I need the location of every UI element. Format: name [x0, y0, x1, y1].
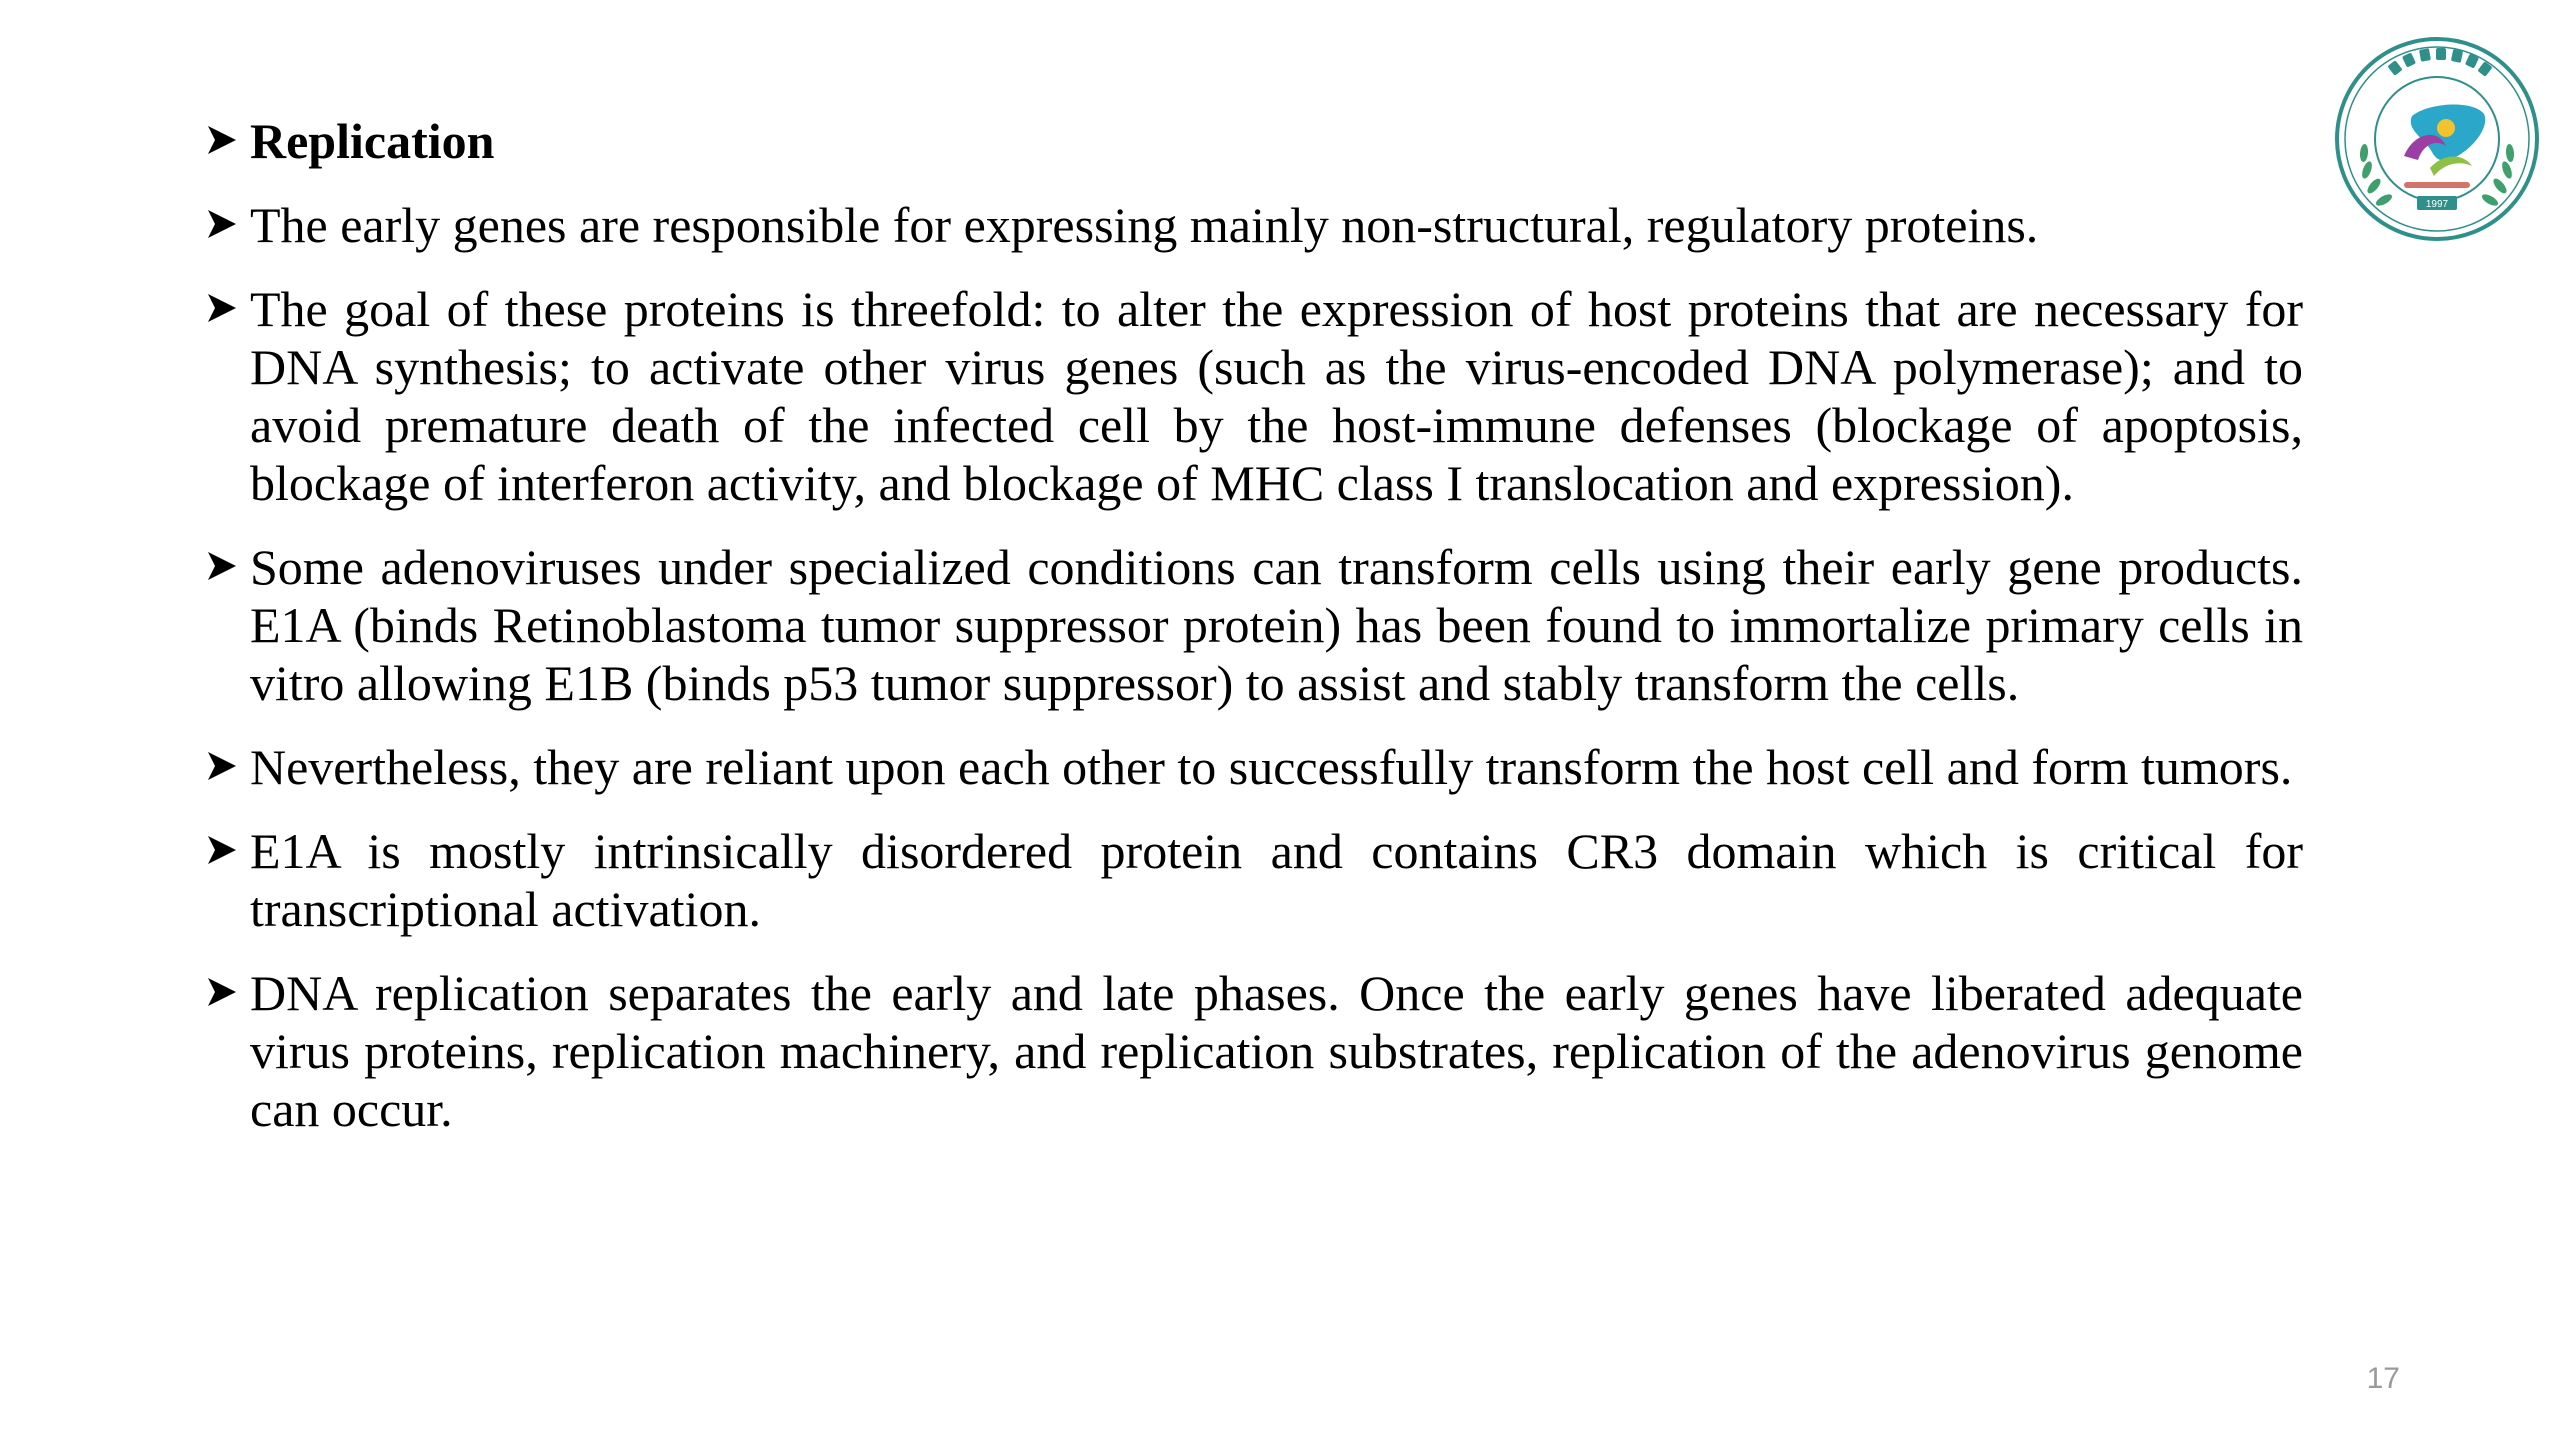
bullet-text: DNA replication separates the early and late phases. Once the early genes have liberated adequate virus proteins, replication machinery, and replication substrates, replication of the adenovirus genome can occur. [250, 965, 2303, 1137]
arrow-bullet-icon [205, 833, 239, 867]
arrow-bullet-icon [205, 291, 239, 325]
bullet-text: Nevertheless, they are reliant upon each other to successfully transform the host cell and form tumors. [250, 739, 2293, 795]
bullet-text: The early genes are responsible for expressing mainly non-structural, regulatory proteins. [250, 197, 2039, 253]
hospital-seal-icon [2334, 36, 2540, 242]
arrow-bullet-icon [205, 207, 239, 241]
bullet-text: Some adenoviruses under specialized conditions can transform cells using their early gene products. E1A (binds Retinoblastoma tumor suppressor protein) has been found to immortalize primary cells in vitro allowing E1B (binds p53 tumor suppressor) to assist and stably transform the cells. [250, 539, 2303, 711]
bullet-text: E1A is mostly intrinsically disordered protein and contains CR3 domain which is critical for transcriptional activation. [250, 823, 2303, 937]
bullet-item [205, 280, 2303, 512]
bullet-item [205, 196, 2303, 254]
arrow-bullet-icon [205, 975, 239, 1009]
arrow-bullet-icon [205, 123, 239, 157]
logo-year: 1997 [2425, 199, 2449, 210]
bullet-heading [205, 112, 2303, 170]
bullet-text: The goal of these proteins is threefold: to alter the expression of host proteins that are necessary for DNA synthesis; to activate other virus genes (such as the virus-encoded DNA polymerase); and to avoid premature death of the infected cell by the host-immune defenses (blockage of apoptosis, blockage of interferon activity, and blockage of MHC class I translocation and expression). [250, 281, 2303, 511]
bullet-item [205, 964, 2303, 1138]
bullet-item [205, 538, 2303, 712]
page-number: 17 [2366, 1362, 2400, 1395]
arrow-bullet-icon [205, 549, 239, 583]
bullet-item [205, 822, 2303, 938]
heading-text: Replication [250, 113, 495, 169]
bullet-list [205, 112, 2303, 1164]
arrow-bullet-icon [205, 749, 239, 783]
bullet-item [205, 738, 2303, 796]
